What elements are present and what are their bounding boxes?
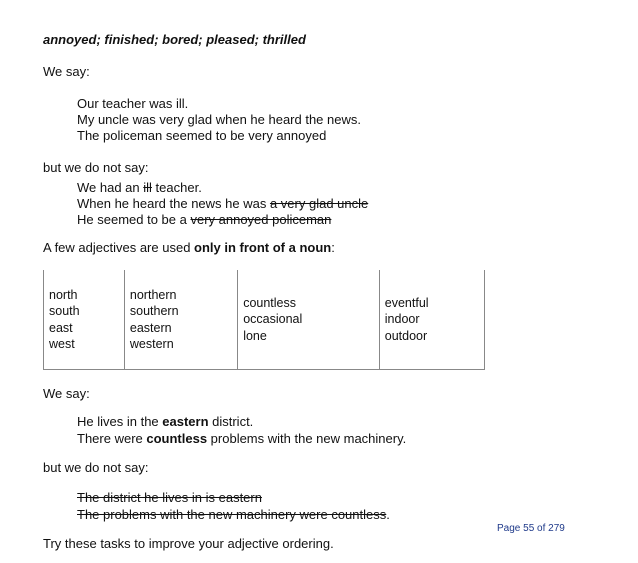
strikethrough-text: very annoyed policeman bbox=[190, 212, 332, 227]
example-sentence: Our teacher was ill. bbox=[77, 96, 189, 111]
example-sentence: The policeman seemed to be very annoyed bbox=[77, 128, 327, 143]
adjectives-intro: A few adjectives are used only in front of a noun: bbox=[43, 240, 335, 255]
strikethrough-text: The district he lives in is eastern bbox=[77, 490, 262, 505]
table-cell-compass: north south east west bbox=[44, 270, 125, 370]
table-cell-other-adjectives: eventful indoor outdoor bbox=[379, 270, 484, 370]
adjective-table bbox=[43, 270, 485, 370]
table-cell-quantity-adjectives: countless occasional lone bbox=[238, 270, 380, 370]
wrong-sentence: When he heard the news he was a very glad uncle bbox=[77, 196, 369, 211]
strikethrough-text: ill bbox=[143, 180, 152, 195]
wrong-sentence: The problems with the new machinery were countless. bbox=[77, 507, 390, 522]
closing-sentence: Try these tasks to improve your adjective ordering. bbox=[43, 536, 334, 551]
wrong-sentence bbox=[77, 490, 262, 506]
wrong-sentence: He seemed to be a very annoyed policeman bbox=[77, 212, 332, 227]
but-we-do-not-say-label-1: but we do not say: bbox=[43, 160, 149, 175]
example-sentence: My uncle was very glad when he heard the news. bbox=[77, 112, 361, 127]
table-cell-compass-adjectives: northern southern eastern western bbox=[124, 270, 237, 370]
strikethrough-text: a very glad uncle bbox=[269, 196, 369, 211]
example-sentence: There were countless problems with the new machinery. bbox=[77, 431, 407, 446]
strikethrough-text: The problems with the new machinery were countless bbox=[77, 507, 387, 522]
example-sentence: He lives in the eastern district. bbox=[77, 414, 254, 429]
we-say-label-1: We say: bbox=[43, 64, 90, 79]
heading: annoyed; finished; bored; pleased; thrilled bbox=[43, 32, 306, 47]
page-number: Page 55 of 279 bbox=[497, 523, 565, 534]
wrong-sentence: We had an ill teacher. bbox=[77, 180, 202, 195]
but-we-do-not-say-label-2: but we do not say: bbox=[43, 460, 149, 475]
we-say-label-2: We say: bbox=[43, 386, 90, 401]
